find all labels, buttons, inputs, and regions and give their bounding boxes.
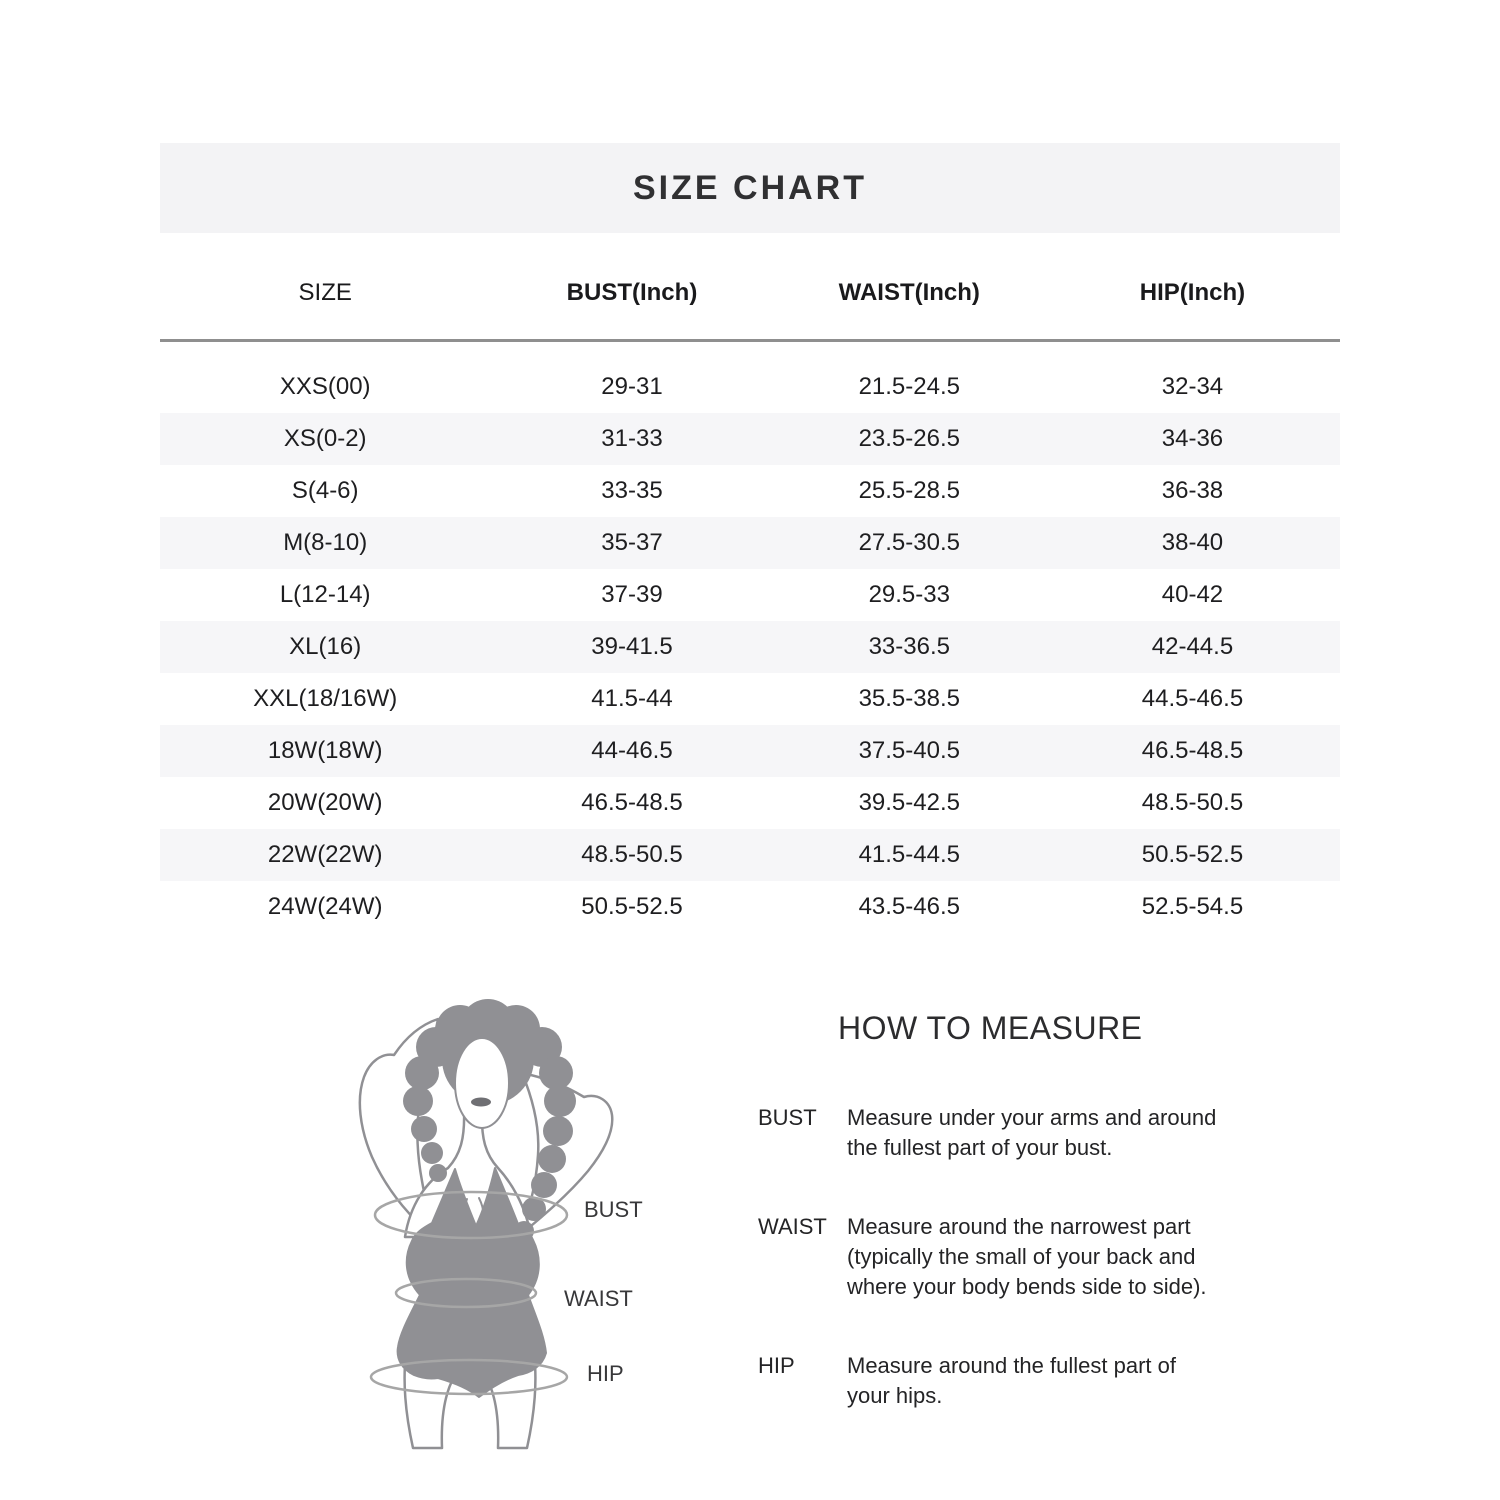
figure-hip-label: HIP — [587, 1361, 624, 1386]
table-row — [160, 517, 1340, 569]
table-row — [160, 413, 1340, 465]
table-row — [160, 465, 1340, 517]
cell-waist: 33-36.5 — [868, 633, 950, 660]
cell-waist: 23.5-26.5 — [858, 425, 960, 452]
cell-size: XXS(00) — [279, 373, 371, 400]
figure-waist-label: WAIST — [564, 1286, 633, 1311]
cell-bust: 44-46.5 — [591, 737, 673, 764]
measure-item-bust — [758, 1103, 1228, 1163]
cell-bust: 46.5-48.5 — [581, 789, 683, 816]
table-header-row — [160, 266, 1340, 320]
figure-face — [455, 1038, 509, 1128]
measure-text-line: Measure around the narrowest part — [847, 1214, 1191, 1239]
cell-bust: 50.5-52.5 — [581, 893, 683, 920]
figure-bust-label: BUST — [584, 1197, 643, 1222]
cell-size: M(8-10) — [283, 529, 368, 556]
cell-hip: 38-40 — [1161, 529, 1224, 556]
cell-size: XS(0-2) — [283, 425, 367, 452]
cell-waist: 27.5-30.5 — [858, 529, 960, 556]
how-to-measure-title: HOW TO MEASURE — [838, 1010, 1143, 1046]
table-row — [160, 361, 1340, 413]
cell-bust: 31-33 — [601, 425, 663, 452]
cell-size: 24W(24W) — [267, 893, 383, 920]
measure-item-text — [847, 1103, 1216, 1163]
size-table — [160, 361, 1340, 933]
cell-hip: 34-36 — [1161, 425, 1224, 452]
cell-hip: 48.5-50.5 — [1141, 789, 1244, 816]
measure-item-text — [847, 1212, 1207, 1302]
measure-text-line: your hips. — [847, 1383, 943, 1408]
measure-item-label: HIP — [758, 1353, 795, 1378]
cell-waist: 29.5-33 — [868, 581, 950, 608]
measure-text-line: Measure around the fullest part of — [847, 1353, 1176, 1378]
header-divider-line — [160, 339, 1340, 342]
measure-text-line: (typically the small of your back and — [847, 1244, 1196, 1269]
table-row — [160, 569, 1340, 621]
table-row — [160, 673, 1340, 725]
cell-waist: 41.5-44.5 — [858, 841, 960, 868]
how-to-measure-list — [758, 1103, 1228, 1460]
cell-size: 20W(20W) — [267, 789, 383, 816]
cell-waist: 43.5-46.5 — [858, 893, 960, 920]
table-row — [160, 725, 1340, 777]
cell-size: 22W(22W) — [267, 841, 383, 868]
measure-text-line: where your body bends side to side). — [847, 1274, 1207, 1299]
table-row — [160, 881, 1340, 933]
cell-bust: 35-37 — [601, 529, 663, 556]
cell-waist: 37.5-40.5 — [858, 737, 960, 764]
cell-size: XXL(18/16W) — [253, 685, 398, 712]
measure-item-waist — [758, 1212, 1228, 1302]
cell-hip: 52.5-54.5 — [1141, 893, 1244, 920]
cell-waist: 25.5-28.5 — [858, 477, 960, 504]
cell-waist: 39.5-42.5 — [858, 789, 960, 816]
cell-size: L(12-14) — [279, 581, 371, 608]
table-row — [160, 621, 1340, 673]
page-title: SIZE CHART — [633, 168, 867, 207]
table-row — [160, 777, 1340, 829]
column-header-bust: BUST(Inch) — [566, 279, 698, 306]
measure-text-line: the fullest part of your bust. — [847, 1135, 1113, 1160]
cell-size: 18W(18W) — [267, 737, 383, 764]
measure-item-text — [847, 1351, 1176, 1411]
column-header-size: SIZE — [298, 279, 352, 306]
cell-bust: 39-41.5 — [591, 633, 673, 660]
cell-bust: 29-31 — [601, 373, 663, 400]
cell-hip: 32-34 — [1161, 373, 1224, 400]
cell-hip: 46.5-48.5 — [1141, 737, 1244, 764]
measure-text-line: Measure under your arms and around — [847, 1105, 1217, 1130]
cell-bust: 37-39 — [601, 581, 663, 608]
cell-bust: 41.5-44 — [591, 685, 673, 712]
figure-lips — [471, 1098, 491, 1107]
column-header-waist: WAIST(Inch) — [838, 279, 980, 306]
cell-waist: 35.5-38.5 — [858, 685, 960, 712]
measure-item-hip — [758, 1351, 1228, 1411]
cell-bust: 33-35 — [601, 477, 663, 504]
cell-hip: 36-38 — [1161, 477, 1224, 504]
cell-hip: 40-42 — [1161, 581, 1224, 608]
cell-hip: 42-44.5 — [1151, 633, 1234, 660]
cell-size: S(4-6) — [291, 477, 359, 504]
cell-size: XL(16) — [289, 633, 362, 660]
measure-item-label: WAIST — [758, 1214, 827, 1239]
cell-hip: 50.5-52.5 — [1141, 841, 1244, 868]
size-chart-banner — [160, 143, 1340, 233]
column-header-hip: HIP(Inch) — [1139, 279, 1246, 306]
measure-item-label: BUST — [758, 1105, 817, 1130]
cell-hip: 44.5-46.5 — [1141, 685, 1244, 712]
cell-bust: 48.5-50.5 — [581, 841, 683, 868]
table-row — [160, 829, 1340, 881]
cell-waist: 21.5-24.5 — [858, 373, 960, 400]
